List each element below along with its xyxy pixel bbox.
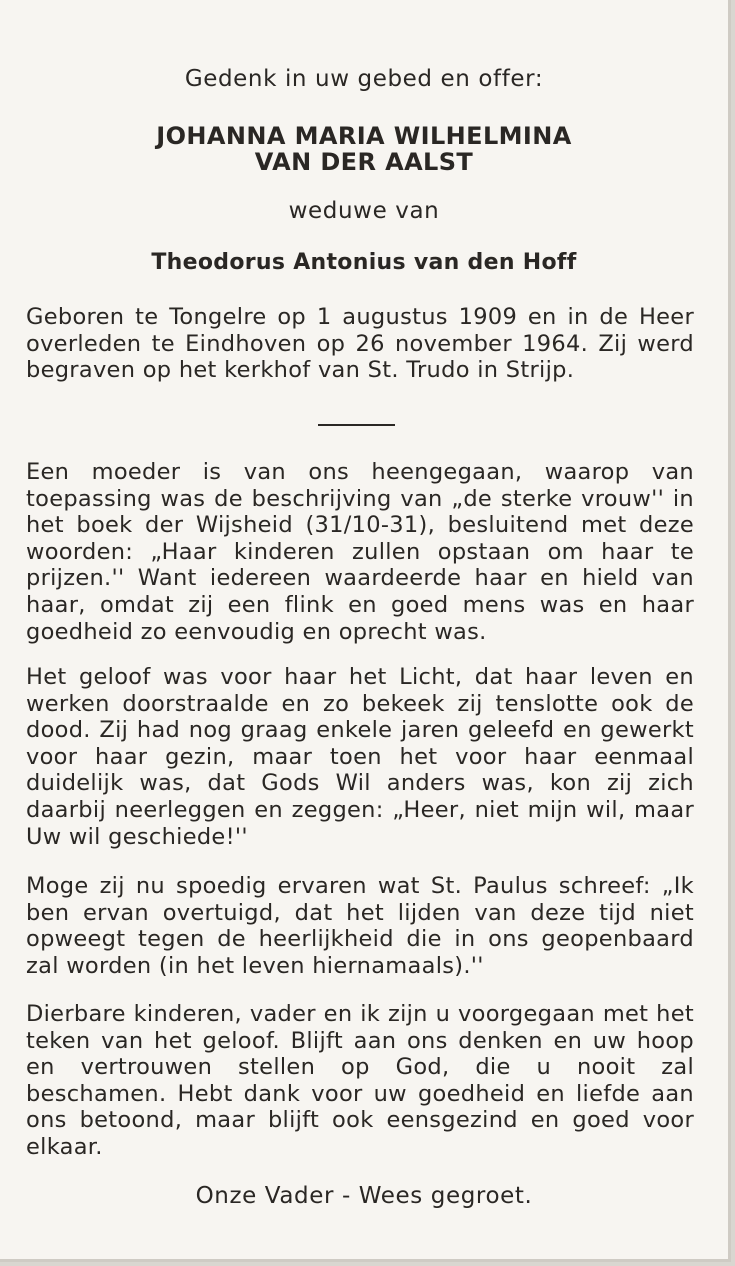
body-paragraph-2: Het geloof was voor haar het Licht, dat haar leven en werken doorstraalde en zo bekeek zij tenslotte ook de dood. Zij had nog graag enkele jaren geleefd en gewerkt voor haar gezin, maar toen het voor haar eenmaal duidelijk was, dat Gods Wil anders was, kon zij zich daarbij neerleggen en zeggen: „Heer, niet mijn wil, maar Uw wil geschiede!'' xyxy=(26,664,694,850)
relation-line: weduwe van xyxy=(288,198,440,224)
intro-line: Gedenk in uw gebed en offer: xyxy=(184,66,544,92)
body-paragraph-3: Moge zij nu spoedig ervaren wat St. Paulus schreef: „Ik ben ervan overtuigd, dat het lijden van deze tijd niet opweegt tegen de heerlijkheid die in ons geopenbaard zal worden (in het leven hiernamaals).'' xyxy=(26,873,694,979)
birth-death-paragraph: Geboren te Tongelre op 1 augustus 1909 en in de Heer overleden te Eindhoven op 26 november 1964. Zij werd begraven op het kerkhof van St. Trudo in Strijp. xyxy=(26,304,694,384)
deceased-name-line1: JOHANNA MARIA WILHELMINA xyxy=(156,122,572,150)
body-paragraph-4: Dierbare kinderen, vader en ik zijn u voorgegaan met het teken van het geloof. Blijft aan ons denken en uw hoop en vertrouwen stellen op God, die u nooit zal beschamen. Hebt dank voor uw goedheid en liefde aan ons betoond, maar blijft ook eensgezind en goed voor elkaar. xyxy=(26,1001,694,1160)
divider-rule xyxy=(318,424,395,426)
deceased-name-line2: VAN DER AALST xyxy=(254,148,474,176)
body-paragraph-1: Een moeder is van ons heengegaan, waarop van toepassing was de beschrijving van „de sterke vrouw'' in het boek der Wijsheid (31/10-31), besluitend met deze woorden: „Haar kinderen zullen opstaan om haar te prijzen.'' Want iedereen waardeerde haar en hield van haar, omdat zij een flink en goed mens was en haar goedheid zo eenvoudig en oprecht was. xyxy=(26,459,694,645)
closing-prayer: Onze Vader - Wees gegroet. xyxy=(195,1183,533,1209)
husband-name: Theodorus Antonius van den Hoff xyxy=(151,250,577,275)
